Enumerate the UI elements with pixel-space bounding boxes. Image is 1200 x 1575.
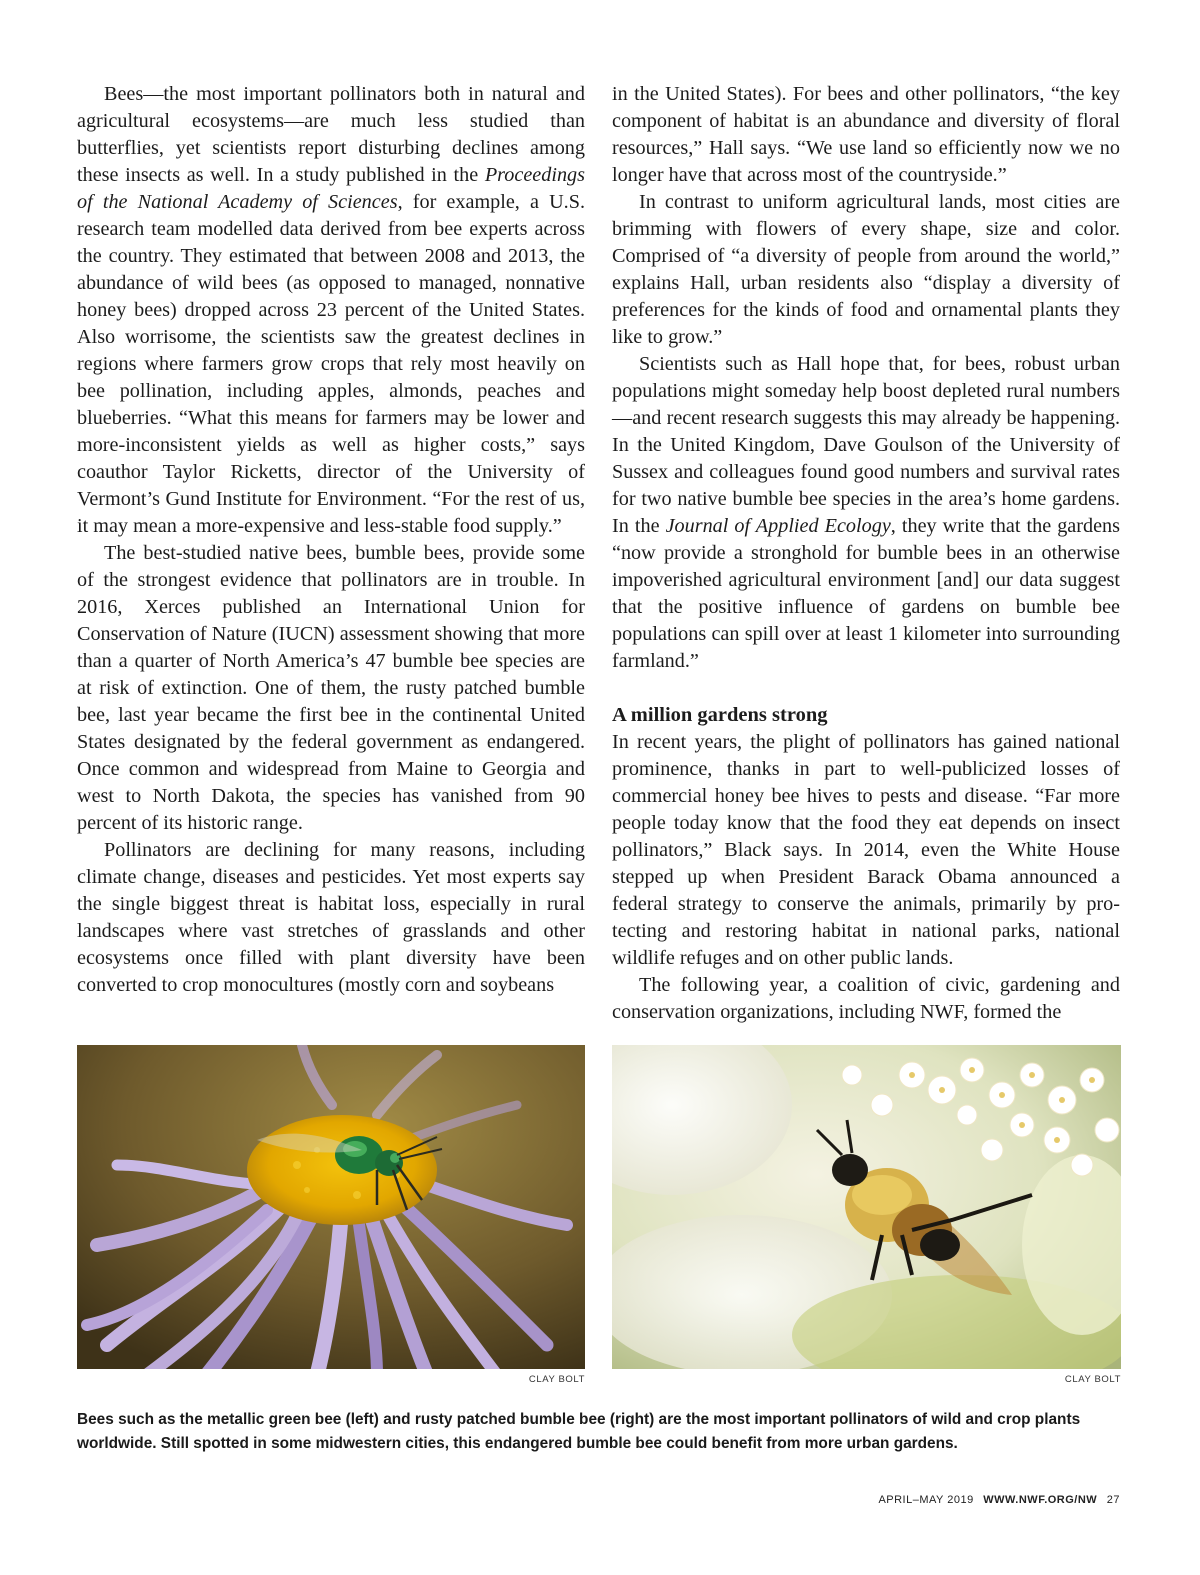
right-text-column bbox=[612, 81, 1120, 1026]
journal-title: Proceedings of the National Academy of Sciences bbox=[77, 164, 585, 213]
photo-caption: Bees such as the metallic green bee (left) and rusty patched bumble bee (right) are the most important pollinators of wild and crop plants worldwide. Still spotted in some midwestern cities, this endangered bumble bee could benefit from more urban gardens. bbox=[77, 1411, 1081, 1452]
photo-credit: CLAY BOLT bbox=[528, 1374, 585, 1385]
paragraph: The following year, a coalition of civic, gardening and conservation organizations, including NWF, formed the bbox=[612, 974, 1120, 1023]
paragraph: Bees—the most important pollinators both in natural and agricultural ecosystems—are much less studied than butterflies, yet scientists report disturbing declines among these insects as well. In a study published in the Proceedings of the National Academy of Sciences, for example, a U.S. research team modelled data derived from bee experts across the country. They estimated that between 2008 and 2013, the abundance of wild bees (as opposed to managed, nonnative honey bees) dropped across 23 percent of the United States. Also worrisome, the scientists saw the greatest declines in regions where farmers grow crops that rely most heavily on bee pollination, including apples, almonds, peaches and blueberries. “What this means for farmers may be lower and more-inconsistent yields as well as higher costs,” says coauthor Taylor Ricketts, director of the University of Vermont’s Gund Institute for Environment. “For the rest of us, it may mean a more-expensive and less-stable food supply.” bbox=[77, 83, 586, 537]
bumble-bee-photo bbox=[612, 1045, 1121, 1369]
left-text-column bbox=[77, 81, 585, 999]
paragraph: The best-studied native bees, bumble bees, provide some of the strongest evidence that pollinators are in trouble. In 2016, Xerces published an International Union for Conservation of Nature (IUCN) assessment showing that more than a quarter of North America’s 47 bumble bee species are at risk of extinction. One of them, the rusty patched bumble bee, last year became the first bee in the continental United States designated by the federal government as endangered. Once common and widespread from Maine to Georgia and west to North Dakota, the species has vanished from 90 percent of its historic range. bbox=[77, 542, 585, 834]
website-url: WWW.NWF.ORG/NW bbox=[983, 1494, 1098, 1506]
paragraph: In recent years, the plight of pollinators has gained national prominence, thanks in part to well-publicized losses of commercial honey bee hives to pests and disease. “Far more people today know that the food they eat depends on insect pollinators,” Black says. In 2014, even the White House stepped up when President Barack Obama announced a federal strategy to conserve the animals, primarily by protecting and restoring habitat in national parks, national wildlife refuges and on other public lands. bbox=[612, 731, 1120, 969]
bumble-bee-on-flowers-image bbox=[612, 1045, 1121, 1369]
journal-title: Journal of Applied Ecology bbox=[665, 515, 891, 537]
paragraph: Pollinators are declining for many reasons, including climate change, diseases and pesticides. Yet most experts say the single biggest threat is habitat loss, especially in rural landscapes where vast stretches of grasslands and other ecosystems once filled with plant diversity have been converted to crop monocultures (mostly corn and soybeans bbox=[77, 839, 585, 996]
page-footer bbox=[878, 1494, 1120, 1506]
photo-credit: CLAY BOLT bbox=[1064, 1374, 1121, 1385]
paragraph: Scientists such as Hall hope that, for bees, robust urban populations might someday help boost depleted rural numbers—and recent research suggests this may already be happening. In the United Kingdom, Dave Goulson of the University of Sussex and colleagues found good numbers and survival rates for two native bumble bee species in the area’s home gardens. In the Journal of Applied Ecology, they write that the gardens “now provide a stronghold for bumble bees in an otherwise impoverished agricultural environment [and] our data suggest that the positive influence of gardens on bumble bee populations can spill over at least 1 kilometer into surrounding farmland.” bbox=[612, 353, 1120, 672]
green-bee-photo bbox=[77, 1045, 585, 1369]
green-bee-on-aster-image bbox=[77, 1045, 585, 1369]
paragraph: in the United States). For bees and other pollinators, “the key component of habitat is an abundance and diversity of floral resources,” Hall says. “We use land so efficiently now we no longer have that across most of the countryside.” bbox=[612, 83, 1120, 186]
page-number: 27 bbox=[1106, 1494, 1120, 1506]
section-heading: A million gardens strong bbox=[612, 704, 828, 726]
issue-date: APRIL–MAY 2019 bbox=[878, 1494, 974, 1506]
paragraph: In contrast to uniform agricultural lands, most cities are brimming with flowers of every shape, size and color. Comprised of “a diversity of people from around the world,” explains Hall, urban residents also “display a diversity of preferences for the kinds of food and ornamental plants they like to grow.” bbox=[612, 191, 1120, 348]
